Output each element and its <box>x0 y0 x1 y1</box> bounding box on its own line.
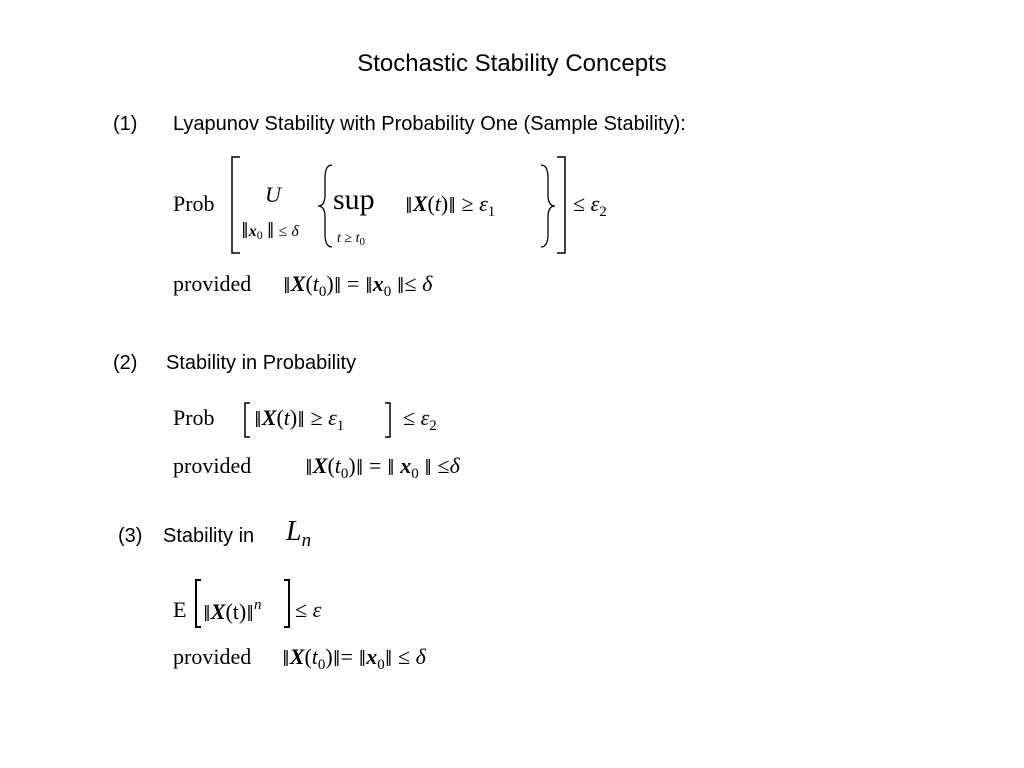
s2-right-bracket <box>385 403 390 437</box>
s2-inner-expr: || $X(t)|| \ge \varepsilon_1$ <box>254 405 345 434</box>
section-3-symbol: $L_n$ <box>286 516 312 551</box>
s3-right-bracket <box>284 580 289 627</box>
s1-sup: sup <box>333 183 375 216</box>
s1-right-bracket <box>557 157 565 253</box>
s2-left-bracket <box>245 403 250 437</box>
slide-title: Stochastic Stability Concepts <box>357 50 667 77</box>
s1-left-brace <box>318 165 332 247</box>
s2-rhs: ≤ $\varepsilon_2$ <box>403 405 437 434</box>
s1-right-brace <box>541 165 555 247</box>
s3-expect: E <box>173 597 187 622</box>
s2-provided-expr: || $X(t_0)||$ = || $x_0$ || ≤δ <box>305 453 460 482</box>
s1-inner-expr: || $X(t)|| \ge \varepsilon_1$ <box>405 191 496 220</box>
s1-rhs: ≤ $\varepsilon_2$ <box>573 191 607 220</box>
section-1-heading: Lyapunov Stability with Probability One (Sample Stability): <box>173 113 686 135</box>
s3-provided-expr: || $X(t_0)||$ = || $x_0|| \le \delta$ <box>282 644 426 673</box>
s1-union-x0: x <box>248 223 257 240</box>
s1-provided-word: provided <box>173 271 252 296</box>
s2-prob-label: Prob <box>173 405 215 430</box>
s3-provided-word: provided <box>173 644 252 669</box>
s1-sup-condition: $t \ge t_0$ <box>337 231 365 248</box>
section-3-heading: Stability in <box>163 525 255 547</box>
s2-provided-word: provided <box>173 453 252 478</box>
section-3-number: (3) <box>118 525 143 547</box>
s3-left-bracket <box>196 580 201 627</box>
s1-prob-label: Prob <box>173 191 215 216</box>
section-2-heading: Stability in Probability <box>166 352 357 374</box>
s3-rhs: ≤ ε <box>295 597 322 622</box>
s1-left-bracket <box>232 157 240 253</box>
s3-inner-expr: || X(t)|| $^n$ <box>203 597 262 624</box>
section-1-number: (1) <box>113 113 138 135</box>
s1-union-symbol: U <box>265 182 281 207</box>
s1-provided-expr: || $X(t_0)||$ = || $x_0$ || ≤ δ <box>283 271 433 300</box>
s1-union-condition: || x0 || ≤ δ <box>241 219 299 242</box>
s3-power: n <box>254 597 262 613</box>
section-2-number: (2) <box>113 352 138 374</box>
